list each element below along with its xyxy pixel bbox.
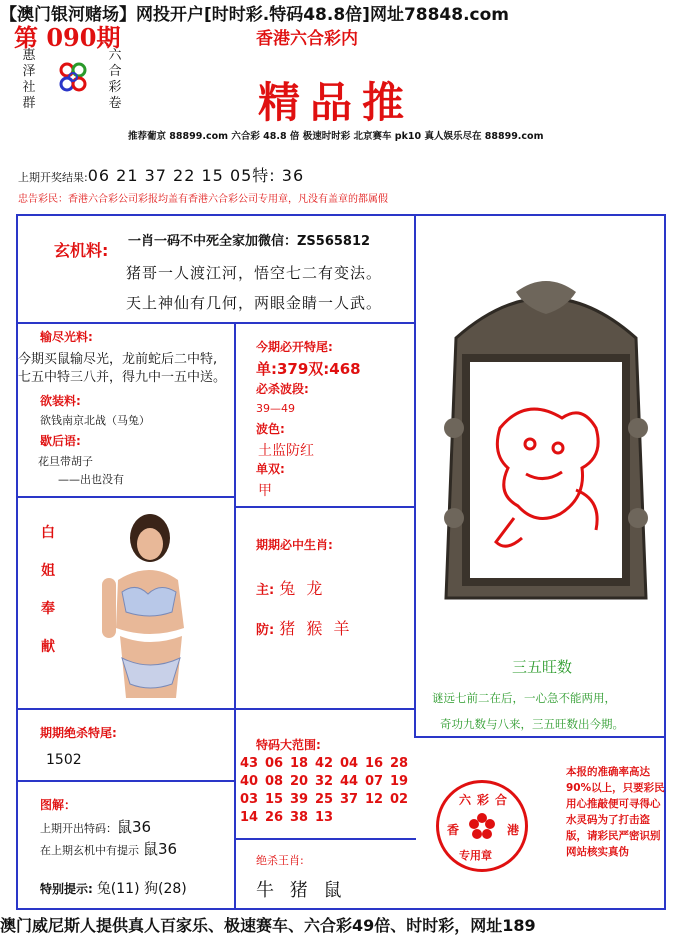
- hk-title: 香港六合彩内: [256, 29, 358, 49]
- xiehou-line-1: 花旦带胡子: [38, 455, 93, 468]
- shuchu-label: 输尽光料:: [40, 330, 93, 344]
- notice-line: 忠告彩民：香港六合彩公司彩报均盖有香港六合彩公司专用章，凡没有盖章的都属假: [18, 194, 388, 205]
- shuchu-line-2: 七五中特三八并，得九中一五中送。: [18, 370, 227, 385]
- xuanji-line-2: 天上神仙有几何，两眼金睛一人武。: [126, 294, 383, 312]
- promo-sub-line: 推荐葡京 88899.com 六合彩 48.8 倍 极速时时彩 北京赛车 pk10 真人娱乐尽在 88899.com: [128, 131, 544, 142]
- divider-2: [16, 496, 236, 498]
- shengxiao-fang: 防: 猪 猴 羊: [256, 619, 353, 638]
- bose-value: 土监防红: [258, 443, 314, 459]
- official-stamp: 六彩合 香 港 专用章: [436, 780, 528, 872]
- right-vertical-text: 六 合 彩 卷: [108, 48, 122, 111]
- weishu-value: 单:379双:468: [256, 360, 361, 378]
- sanwu-title: 三五旺数: [512, 658, 573, 676]
- divider-7: [414, 736, 666, 738]
- accuracy-text: 本报的准确率高达 90%以上，只要彩民用心推敲便可寻得心水灵码为了打击盗版，请彩民严密识别网站核实真伪: [566, 766, 665, 858]
- sanwu-line-2: 奇功九数与八来，三五旺数出今期。: [440, 717, 624, 731]
- middle-column-divider: [234, 322, 236, 910]
- daxiao-numbers: 43 06 18 42 04 16 28 40 08 20 32 44 07 19 03 15 39 25 37 12 02 14 26 38 13: [240, 756, 409, 825]
- tujie-row-1: 上期开出特码：鼠36: [40, 818, 152, 836]
- ornate-frame-image: [426, 268, 666, 612]
- top-banner: 【澳门银河赌场】网投开户[时时彩.特码48.8倍]网址78848.com: [0, 5, 510, 25]
- yusuo-text: 欲钱南京北战（马兔）: [40, 414, 150, 427]
- weishu-label: 今期必开特尾:: [256, 340, 333, 354]
- tujie-row-2: 在上期玄机中有提示 鼠36: [40, 840, 178, 858]
- jueshao-label: 期期绝杀特尾:: [40, 726, 117, 740]
- divider-6: [234, 838, 416, 840]
- danshuang-label: 单双:: [256, 462, 285, 476]
- divider-1: [16, 322, 416, 324]
- danshuang-value: 甲: [258, 483, 272, 499]
- divider-5: [16, 780, 236, 782]
- issue-number: 第 090期: [14, 23, 121, 52]
- xuanji-line-1: 猪哥一人渡江河，悟空七二有变法。: [126, 264, 383, 282]
- right-column-divider: [414, 214, 416, 738]
- xuanji-wechat: 一肖一码不中死全家加微信：ZS565812: [128, 234, 371, 249]
- main-title: 精品推: [258, 78, 415, 127]
- bosha-value: 39—49: [256, 402, 295, 415]
- tips-row: 特别提示: 兔(11) 狗(28): [40, 881, 187, 897]
- bottom-banner: 澳门威尼斯人提供真人百家乐、极速赛车、六合彩49倍、时时彩，网址189: [0, 916, 536, 935]
- wangxiao-value: 牛 猪 鼠: [256, 880, 347, 901]
- yusuo-label: 欲装料:: [40, 394, 81, 408]
- daxiao-label: 特码大范围:: [256, 738, 321, 752]
- divider-3: [234, 506, 416, 508]
- model-photo: [92, 508, 192, 704]
- bai-jie-vertical: 白 姐 奉 献: [41, 525, 55, 655]
- bose-label: 波色:: [256, 422, 285, 436]
- bosha-label: 必杀波段:: [256, 382, 309, 396]
- tujie-label: 图解：: [40, 798, 77, 812]
- lottery-logo-icon: [56, 60, 90, 96]
- flower-icon: [467, 811, 497, 841]
- divider-4: [16, 708, 416, 710]
- sanwu-line-1: 谜远七前二在后，一心急不能两用，: [432, 691, 616, 705]
- jueshao-value: 1502: [46, 752, 82, 768]
- xiehou-label: 歇后语:: [40, 434, 81, 448]
- left-vertical-text: 惠 泽 社 群: [22, 48, 36, 111]
- wangxiao-label: 绝杀王肖:: [256, 854, 304, 867]
- shengxiao-main: 主: 兔 龙: [256, 579, 326, 598]
- xuanji-label: 玄机料:: [54, 241, 109, 260]
- last-result: 上期开奖结果:06 21 37 22 15 05特: 36: [18, 166, 305, 185]
- shuchu-line-1: 今期买鼠输尽光，龙前蛇后二中特,: [18, 352, 218, 367]
- xiehou-line-2: ——出也没有: [58, 473, 124, 486]
- shengxiao-label: 期期必中生肖:: [256, 538, 333, 552]
